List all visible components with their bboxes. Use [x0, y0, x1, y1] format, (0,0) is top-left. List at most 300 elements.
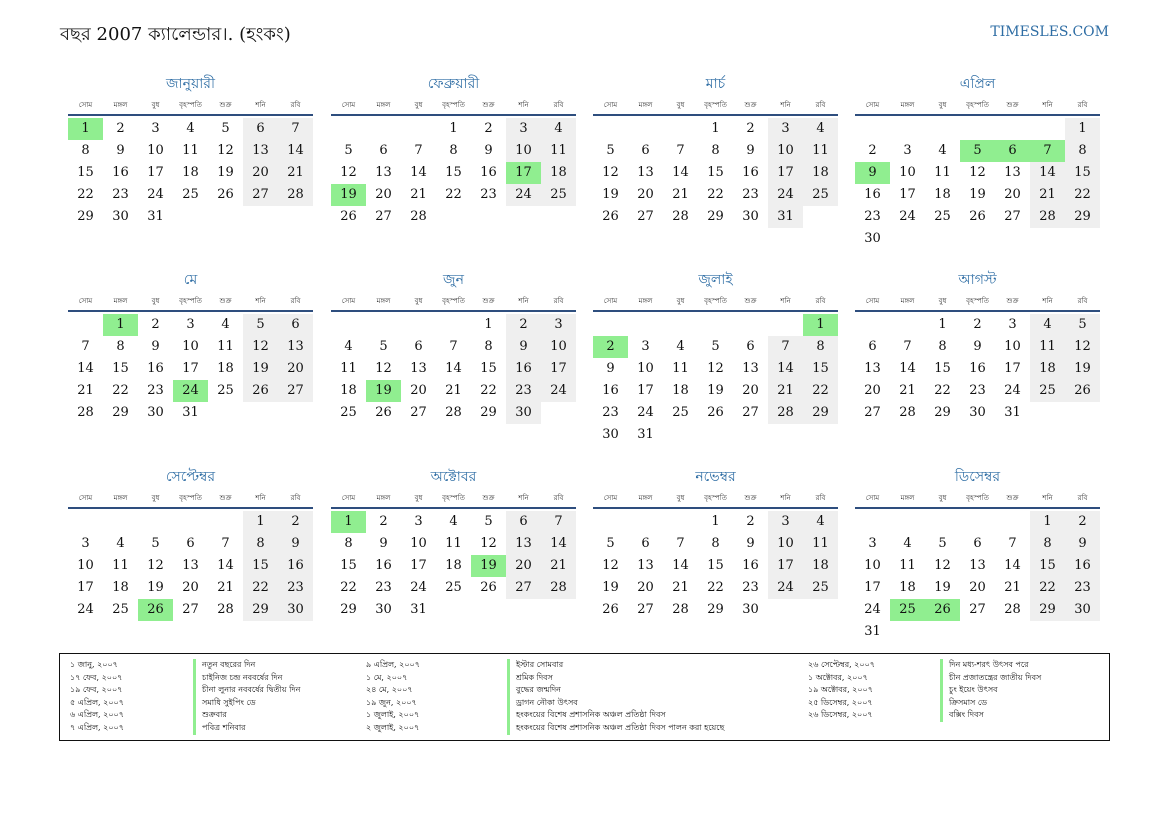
weekday-header: [593, 292, 838, 312]
empty-cell: [436, 314, 471, 336]
day-cell: 16: [969, 361, 986, 376]
empty-cell: [1030, 118, 1065, 140]
weekday-header: [855, 292, 1100, 312]
holiday-date: ১৯ ফেব, ২০০৭: [70, 685, 123, 695]
weekend-day-cell: 22: [1065, 184, 1100, 206]
day-cell: 25: [340, 405, 357, 420]
month-name: অক্টোবর: [430, 469, 477, 485]
weekend-day-cell: 28: [541, 577, 576, 599]
holiday-name: বুদ্ধের জন্মদিন: [507, 684, 724, 697]
month-block: [68, 268, 313, 424]
weekday-label: শুক্র: [744, 101, 757, 109]
day-cell: 20: [410, 383, 427, 398]
day-cell: 27: [864, 405, 881, 420]
weekend-day-cell: 5: [1065, 314, 1100, 336]
weekday-label: বৃহস্পতি: [442, 297, 465, 305]
weekday-label: শনি: [1042, 101, 1053, 109]
weekday-label: বুধ: [414, 101, 423, 109]
weekday-label: বৃহস্পতি: [442, 101, 465, 109]
day-cell: 20: [1004, 187, 1021, 202]
holiday-day-cell: 1: [331, 511, 366, 533]
weekend-day-cell: 7: [278, 118, 313, 140]
empty-cell: [401, 118, 436, 140]
weekend-day-cell: 30: [278, 599, 313, 621]
day-cell: 20: [969, 580, 986, 595]
weekday-label: শুক্র: [1006, 297, 1019, 305]
day-cell: 31: [410, 602, 427, 617]
day-cell: 30: [112, 209, 129, 224]
day-cell: 4: [186, 121, 195, 136]
day-cell: 27: [969, 602, 986, 617]
day-cell: 18: [340, 383, 357, 398]
empty-cell: [138, 511, 173, 533]
day-cell: 5: [606, 536, 615, 551]
weekend-day-cell: 31: [768, 206, 803, 228]
empty-cell: [331, 118, 366, 140]
weekday-header: [855, 96, 1100, 116]
day-cell: 14: [445, 361, 462, 376]
empty-cell: [995, 118, 1030, 140]
empty-cell: [960, 511, 995, 533]
day-cell: 18: [217, 361, 234, 376]
day-cell: 26: [602, 209, 619, 224]
day-cell: 24: [77, 602, 94, 617]
day-cell: 4: [221, 317, 230, 332]
day-cell: 30: [147, 405, 164, 420]
holiday-day-cell: 26: [138, 599, 173, 621]
day-cell: 8: [484, 339, 493, 354]
day-cell: 13: [1004, 165, 1021, 180]
weekday-label: শুক্র: [219, 494, 232, 502]
day-cell: 26: [375, 405, 392, 420]
day-cell: 4: [903, 536, 912, 551]
day-cell: 13: [182, 558, 199, 573]
day-cell: 10: [637, 361, 654, 376]
holiday-day-cell: 25: [890, 599, 925, 621]
day-cell: 11: [217, 339, 234, 354]
empty-cell: [663, 118, 698, 140]
holiday-name: শুক্রবার: [193, 709, 300, 722]
weekday-label: রবি: [290, 297, 301, 305]
holiday-date: ১৭ ফেব, ২০০৭: [70, 672, 123, 682]
holiday-date: ২৬ ডিসেম্বর, ২০০৭: [808, 710, 873, 720]
weekday-label: রবি: [1077, 297, 1088, 305]
holiday-day-cell: 5: [960, 140, 995, 162]
month-block: [855, 465, 1100, 643]
weekend-day-cell: 18: [803, 555, 838, 577]
weekend-day-cell: 8: [243, 533, 278, 555]
holiday-name: হংকংয়ের বিশেষ প্রশাসনিক অঞ্চল প্রতিষ্ঠা দিবস: [507, 709, 724, 722]
weekend-day-cell: 10: [768, 140, 803, 162]
empty-cell: [855, 314, 890, 336]
weekend-day-cell: 17: [541, 358, 576, 380]
weekend-day-cell: 3: [506, 118, 541, 140]
day-cell: 18: [672, 383, 689, 398]
weekend-day-cell: 7: [541, 511, 576, 533]
day-cell: 23: [375, 580, 392, 595]
empty-cell: [925, 511, 960, 533]
day-cell: 5: [484, 514, 493, 529]
holiday-date: ৭ এপ্রিল, ২০০৭: [70, 722, 124, 732]
weekend-day-cell: 6: [506, 511, 541, 533]
day-cell: 19: [707, 383, 724, 398]
holiday-name: হংকংয়ের বিশেষ প্রশাসনিক অঞ্চল প্রতিষ্ঠা দিবস পালন করা হয়েছে: [507, 722, 724, 735]
day-cell: 14: [672, 558, 689, 573]
day-cell: 24: [147, 187, 164, 202]
weekday-label: মঙ্গল: [113, 297, 128, 305]
day-cell: 28: [445, 405, 462, 420]
weekend-day-cell: 18: [541, 162, 576, 184]
weekend-day-cell: 14: [541, 533, 576, 555]
weekend-day-cell: 24: [541, 380, 576, 402]
day-cell: 27: [1004, 209, 1021, 224]
empty-cell: [366, 118, 401, 140]
day-cell: 16: [742, 165, 759, 180]
weekend-day-cell: 26: [243, 380, 278, 402]
site-link[interactable]: TIMESLES.COM: [990, 24, 1109, 40]
month-block: [593, 465, 838, 621]
day-cell: 15: [112, 361, 129, 376]
empty-cell: [960, 118, 995, 140]
day-grid: [855, 118, 1100, 250]
day-cell: 20: [864, 383, 881, 398]
day-cell: 30: [375, 602, 392, 617]
weekend-day-cell: 6: [278, 314, 313, 336]
day-cell: 27: [742, 405, 759, 420]
day-cell: 11: [182, 143, 199, 158]
weekend-day-cell: 15: [1030, 555, 1065, 577]
day-cell: 1: [711, 514, 720, 529]
weekday-header: [68, 96, 313, 116]
holiday-day-cell: 7: [1030, 140, 1065, 162]
day-cell: 17: [410, 558, 427, 573]
day-cell: 13: [637, 558, 654, 573]
holiday-date-column: [808, 659, 875, 722]
weekday-label: সোম: [78, 494, 93, 502]
day-cell: 1: [484, 317, 493, 332]
day-cell: 15: [934, 361, 951, 376]
weekend-day-cell: 9: [278, 533, 313, 555]
day-cell: 18: [112, 580, 129, 595]
month-block: [331, 72, 576, 228]
day-cell: 19: [934, 580, 951, 595]
day-cell: 29: [340, 602, 357, 617]
day-cell: 11: [112, 558, 129, 573]
holiday-day-cell: 24: [173, 380, 208, 402]
holiday-day-cell: 19: [331, 184, 366, 206]
day-cell: 30: [602, 427, 619, 442]
weekday-label: শনি: [255, 297, 266, 305]
day-cell: 15: [77, 165, 94, 180]
weekend-day-cell: 23: [278, 577, 313, 599]
day-cell: 10: [410, 536, 427, 551]
day-cell: 16: [864, 187, 881, 202]
weekday-label: বুধ: [676, 297, 685, 305]
day-cell: 15: [340, 558, 357, 573]
day-cell: 21: [77, 383, 94, 398]
holiday-date: ১ মে, ২০০৭: [366, 672, 408, 682]
weekday-label: শনি: [255, 101, 266, 109]
weekday-label: রবি: [815, 494, 826, 502]
day-cell: 29: [77, 209, 94, 224]
day-cell: 6: [746, 339, 755, 354]
day-cell: 10: [1004, 339, 1021, 354]
day-cell: 27: [637, 602, 654, 617]
weekend-day-cell: 24: [768, 184, 803, 206]
empty-cell: [103, 511, 138, 533]
day-cell: 8: [116, 339, 125, 354]
month-name: ফেব্রুয়ারী: [427, 76, 480, 92]
day-cell: 7: [221, 536, 230, 551]
weekday-label: শনি: [518, 297, 529, 305]
holiday-date: ১৯ অক্টোবর, ২০০৭: [808, 685, 873, 695]
day-cell: 9: [116, 143, 125, 158]
day-cell: 2: [973, 317, 982, 332]
day-cell: 13: [410, 361, 427, 376]
day-cell: 16: [480, 165, 497, 180]
day-cell: 12: [147, 558, 164, 573]
weekday-label: রবি: [290, 494, 301, 502]
weekend-day-cell: 28: [278, 184, 313, 206]
weekday-label: শুক্র: [482, 494, 495, 502]
month-name: নভেম্বর: [695, 469, 736, 485]
day-cell: 18: [934, 187, 951, 202]
empty-cell: [173, 511, 208, 533]
holiday-day-cell: 1: [68, 118, 103, 140]
weekday-label: বুধ: [414, 297, 423, 305]
day-cell: 26: [707, 405, 724, 420]
day-cell: 23: [480, 187, 497, 202]
weekend-day-cell: 11: [803, 140, 838, 162]
day-cell: 6: [379, 143, 388, 158]
weekend-day-cell: 16: [506, 358, 541, 380]
weekday-label: শুক্র: [1006, 101, 1019, 109]
weekend-day-cell: 14: [278, 140, 313, 162]
day-cell: 13: [864, 361, 881, 376]
weekend-day-cell: 22: [243, 577, 278, 599]
month-block: [593, 72, 838, 228]
day-cell: 28: [410, 209, 427, 224]
holiday-name: ক্রিসমাস ডে: [940, 697, 1041, 710]
weekend-day-cell: 13: [506, 533, 541, 555]
day-cell: 31: [147, 209, 164, 224]
day-cell: 16: [742, 558, 759, 573]
holiday-name: দিন মধ্য-শরৎ উৎসব পরে: [940, 659, 1041, 672]
weekday-label: বৃহস্পতি: [966, 494, 989, 502]
weekend-day-cell: 24: [506, 184, 541, 206]
day-cell: 22: [445, 187, 462, 202]
day-cell: 23: [147, 383, 164, 398]
weekend-day-cell: 29: [1065, 206, 1100, 228]
day-cell: 21: [672, 580, 689, 595]
day-cell: 12: [934, 558, 951, 573]
weekday-label: বৃহস্পতি: [179, 101, 202, 109]
day-cell: 3: [186, 317, 195, 332]
holiday-date-column: [70, 659, 124, 735]
day-cell: 28: [77, 405, 94, 420]
weekend-day-cell: 21: [1030, 184, 1065, 206]
day-cell: 24: [899, 209, 916, 224]
day-cell: 27: [637, 209, 654, 224]
weekday-label: বৃহস্পতি: [966, 297, 989, 305]
weekend-day-cell: 3: [541, 314, 576, 336]
day-cell: 31: [182, 405, 199, 420]
weekday-label: বৃহস্পতি: [966, 101, 989, 109]
weekday-header: [68, 489, 313, 509]
day-cell: 28: [1004, 602, 1021, 617]
weekend-day-cell: 24: [768, 577, 803, 599]
weekday-label: শনি: [1042, 494, 1053, 502]
empty-cell: [663, 511, 698, 533]
empty-cell: [331, 314, 366, 336]
day-cell: 10: [899, 165, 916, 180]
weekend-day-cell: 10: [541, 336, 576, 358]
weekday-label: সোম: [865, 101, 880, 109]
weekend-day-cell: 16: [1065, 555, 1100, 577]
weekday-label: শনি: [518, 101, 529, 109]
weekend-day-cell: 23: [506, 380, 541, 402]
day-cell: 17: [1004, 361, 1021, 376]
empty-cell: [628, 118, 663, 140]
weekend-day-cell: 22: [803, 380, 838, 402]
day-cell: 17: [147, 165, 164, 180]
holiday-name: ইস্টার সোমবার: [507, 659, 724, 672]
holiday-name: চীন প্রজাতন্ত্রের জাতীয় দিবস: [940, 672, 1041, 685]
day-cell: 24: [410, 580, 427, 595]
weekend-day-cell: 13: [278, 336, 313, 358]
day-cell: 8: [711, 536, 720, 551]
weekend-day-cell: 27: [243, 184, 278, 206]
weekend-day-cell: 7: [768, 336, 803, 358]
day-cell: 16: [147, 361, 164, 376]
weekend-day-cell: 30: [506, 402, 541, 424]
holiday-name: শ্রমিক দিবস: [507, 672, 724, 685]
holiday-day-cell: 1: [803, 314, 838, 336]
weekend-day-cell: 4: [803, 511, 838, 533]
weekend-day-cell: 26: [1065, 380, 1100, 402]
weekday-header: [331, 489, 576, 509]
day-grid: [593, 314, 838, 446]
day-cell: 9: [484, 143, 493, 158]
weekday-label: বুধ: [151, 297, 160, 305]
holiday-name: সমাধি সুইপিং ডে: [193, 697, 300, 710]
holiday-name: চুং ইয়েং উৎসব: [940, 684, 1041, 697]
empty-cell: [995, 511, 1030, 533]
day-cell: 6: [414, 339, 423, 354]
day-cell: 8: [344, 536, 353, 551]
day-cell: 7: [81, 339, 90, 354]
weekend-day-cell: 19: [1065, 358, 1100, 380]
weekend-day-cell: 5: [243, 314, 278, 336]
day-cell: 12: [969, 165, 986, 180]
day-cell: 28: [672, 602, 689, 617]
day-cell: 22: [480, 383, 497, 398]
holiday-date: ৬ এপ্রিল, ২০০৭: [70, 710, 124, 720]
weekend-day-cell: 21: [768, 380, 803, 402]
day-cell: 5: [711, 339, 720, 354]
empty-cell: [768, 314, 803, 336]
day-cell: 19: [602, 187, 619, 202]
day-cell: 23: [602, 405, 619, 420]
month-name: জুলাই: [698, 272, 733, 288]
day-cell: 23: [742, 580, 759, 595]
day-cell: 2: [151, 317, 160, 332]
day-cell: 11: [934, 165, 951, 180]
weekend-day-cell: 18: [1030, 358, 1065, 380]
weekday-label: মঙ্গল: [376, 297, 391, 305]
weekday-label: রবি: [553, 101, 564, 109]
empty-cell: [593, 118, 628, 140]
weekend-day-cell: 15: [243, 555, 278, 577]
weekday-label: সোম: [865, 297, 880, 305]
weekday-label: শুক্র: [744, 297, 757, 305]
weekday-label: বুধ: [151, 494, 160, 502]
weekday-label: সোম: [341, 101, 356, 109]
weekend-day-cell: 30: [1065, 599, 1100, 621]
empty-cell: [593, 511, 628, 533]
day-grid: [593, 118, 838, 228]
weekend-day-cell: 3: [768, 511, 803, 533]
day-cell: 12: [480, 536, 497, 551]
day-cell: 17: [182, 361, 199, 376]
weekday-label: শনি: [780, 101, 791, 109]
day-cell: 20: [375, 187, 392, 202]
empty-cell: [855, 118, 890, 140]
day-cell: 16: [602, 383, 619, 398]
empty-cell: [593, 314, 628, 336]
day-cell: 26: [480, 580, 497, 595]
holiday-date: ১ অক্টোবর, ২০০৭: [808, 672, 868, 682]
month-name: মে: [183, 272, 198, 288]
day-cell: 3: [414, 514, 423, 529]
weekday-label: মঙ্গল: [900, 101, 915, 109]
weekend-day-cell: 23: [1065, 577, 1100, 599]
holiday-name: চাইনিজ চন্দ্র নববর্ষের দিন: [193, 672, 300, 685]
weekday-label: বৃহস্পতি: [704, 297, 727, 305]
empty-cell: [855, 511, 890, 533]
weekend-day-cell: 8: [1030, 533, 1065, 555]
weekend-day-cell: 29: [1030, 599, 1065, 621]
holiday-name: চীনা লুনার নববর্ষের দ্বিতীয় দিন: [193, 684, 300, 697]
weekday-header: [331, 96, 576, 116]
day-cell: 2: [746, 514, 755, 529]
weekday-label: বৃহস্পতি: [179, 494, 202, 502]
month-name: জুন: [443, 272, 464, 288]
day-cell: 7: [676, 143, 685, 158]
day-cell: 2: [868, 143, 877, 158]
day-cell: 6: [973, 536, 982, 551]
holiday-list: [59, 653, 1110, 741]
empty-cell: [401, 314, 436, 336]
weekday-label: রবি: [1077, 101, 1088, 109]
day-cell: 7: [414, 143, 423, 158]
day-cell: 22: [707, 580, 724, 595]
weekday-label: শুক্র: [1006, 494, 1019, 502]
day-cell: 29: [480, 405, 497, 420]
day-cell: 19: [217, 165, 234, 180]
day-cell: 11: [340, 361, 357, 376]
weekday-label: বুধ: [938, 494, 947, 502]
day-cell: 5: [379, 339, 388, 354]
day-cell: 26: [217, 187, 234, 202]
holiday-name: নতুন বছরের দিন: [193, 659, 300, 672]
empty-cell: [628, 314, 663, 336]
day-cell: 23: [969, 383, 986, 398]
day-cell: 13: [742, 361, 759, 376]
day-cell: 12: [602, 558, 619, 573]
day-cell: 24: [864, 602, 881, 617]
weekend-day-cell: 11: [1030, 336, 1065, 358]
